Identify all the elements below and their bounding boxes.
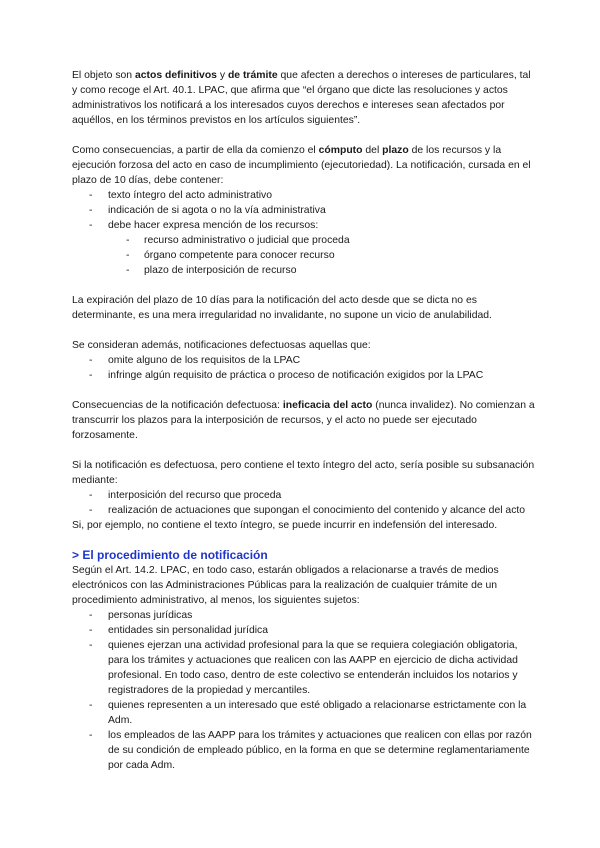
- list-item: - indicación de si agota o no la vía administrativa: [89, 205, 326, 216]
- paragraph-consecuencias: Como consecuencias, a partir de ella da comienzo el cómputo del plazo de los recursos y la ejecución forzosa del acto en caso de incumplimiento (ejecutoriedad). La notificación, cursada en el plazo de 10 días, debe contener:: [72, 145, 531, 186]
- paragraph-subsanacion: Si la notificación es defectuosa, pero contiene el texto íntegro del acto, sería posible su subsanación mediante:: [72, 460, 535, 486]
- list-item: - realización de actuaciones que supongan el conocimiento del contenido y alcance del acto: [89, 505, 526, 516]
- document-body: [72, 68, 538, 773]
- paragraph-objeto: El objeto son actos definitivos y de trámite que afecten a derechos o intereses de particulares, tal y como recoge el Art. 40.1. LPAC, que afirma que “el órgano que dicte las resoluciones y actos administrativos los notificará a los interesados cuyos derechos e intereses sean afectados por aquéllos, en los términos previstos en los artículos siguientes”.: [72, 70, 531, 126]
- list-item: - texto íntegro del acto administrativo: [89, 190, 273, 201]
- list-item: - debe hacer expresa mención de los recursos:: [89, 220, 319, 231]
- list-item: - infringe algún requisito de práctica o proceso de notificación exigidos por la LPAC: [89, 370, 484, 381]
- paragraph-art-14: Según el Art. 14.2. LPAC, en todo caso, estarán obligados a relacionarse a través de medios electrónicos con las Administraciones Públicas para la realización de cualquier trámite de un procedimiento administrativo, al menos, los siguientes sujetos:: [72, 565, 499, 606]
- list-item: - quienes representen a un interesado que esté obligado a relacionarse estrictamente con la Adm.: [89, 700, 527, 726]
- list-item: - los empleados de las AAPP para los trámites y actuaciones que realicen con ellas por razón de su condición de empleado público, en la forma en que se determine reglamentariamente por cada Adm.: [89, 730, 532, 771]
- paragraph-expiracion: La expiración del plazo de 10 días para la notificación del acto desde que se dicta no es determinante, es una mera irregularidad no invalidante, no supone un vicio de anulabilidad.: [72, 295, 492, 321]
- sub-list-item: - órgano competente para conocer recurso: [126, 250, 335, 261]
- list-item: - omite alguno de los requisitos de la LPAC: [89, 355, 301, 366]
- paragraph-defectuosas: Se consideran además, notificaciones defectuosas aquellas que:: [72, 340, 371, 351]
- list-item: - entidades sin personalidad jurídica: [89, 625, 269, 636]
- section-heading: > El procedimiento de notificación: [72, 548, 268, 562]
- sub-list-item: - plazo de interposición de recurso: [126, 265, 297, 276]
- list-item: - interposición del recurso que proceda: [89, 490, 282, 501]
- paragraph-ineficacia: Consecuencias de la notificación defectuosa: ineficacia del acto (nunca invalidez). No comienzan a transcurrir los plazos para la interposición de recursos, y el acto no puede ser ejecutado forzosamente.: [72, 400, 535, 441]
- sub-list-item: - recurso administrativo o judicial que proceda: [126, 235, 350, 246]
- paragraph-indefension: Si, por ejemplo, no contiene el texto íntegro, se puede incurrir en indefensión del interesado.: [72, 520, 498, 531]
- list-item: - personas jurídicas: [89, 610, 193, 621]
- list-item: - quienes ejerzan una actividad profesional para la que se requiera colegiación obligatoria, para los trámites y actuaciones que realicen con las AAPP en ejercicio de dicha actividad profesional. En todo caso, dentro de este colectivo se entenderán incluidos los notarios y registradores de la propiedad y mercantiles.: [89, 640, 518, 696]
